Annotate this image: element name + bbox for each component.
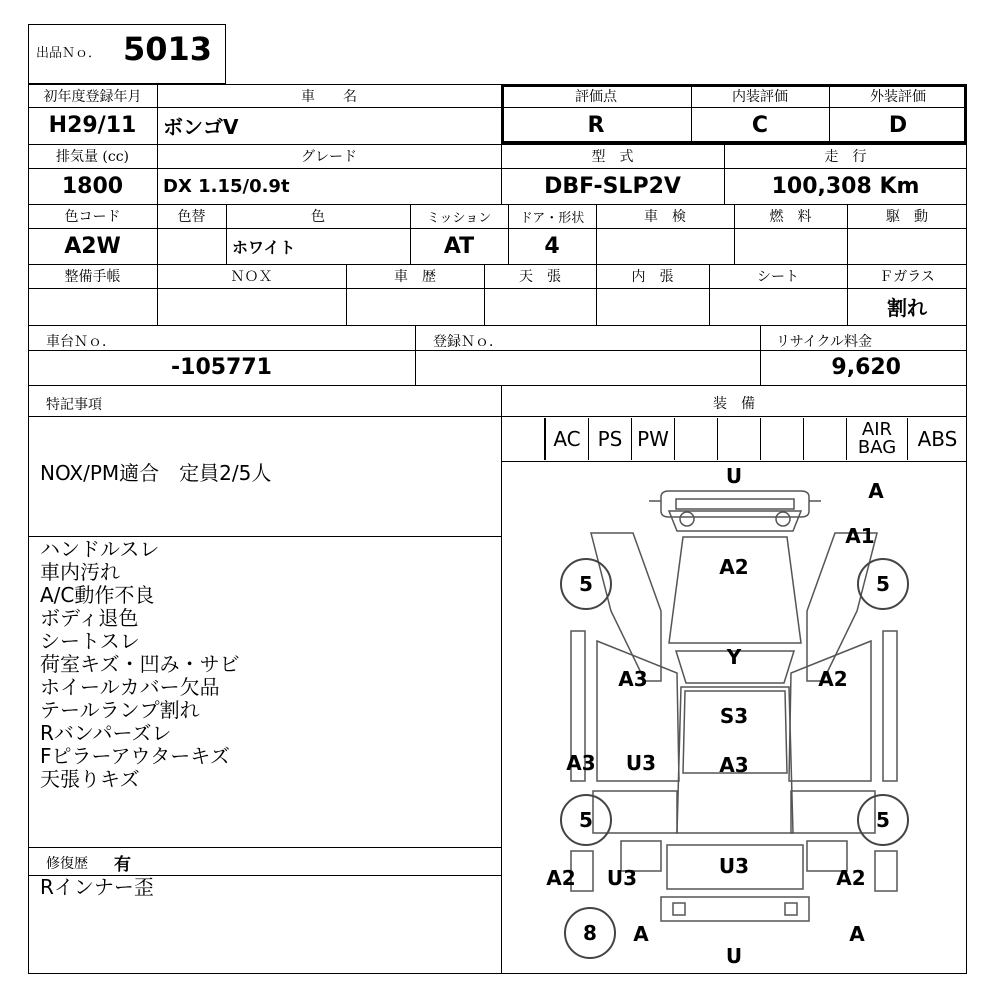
fuel-label: 燃 料 — [769, 209, 812, 225]
car-name-value: ボンゴV — [163, 115, 239, 139]
damage-mark: A2 — [818, 667, 848, 691]
list-item: 荷室キズ・凹み・サビ — [40, 652, 240, 676]
repair-detail: Rインナー歪 — [40, 875, 154, 899]
damage-mark: U — [725, 464, 743, 488]
damage-mark: U3 — [606, 866, 638, 890]
car-name-label: 車 名 — [301, 88, 357, 105]
tire-front-left: 5 — [560, 558, 612, 610]
equipment-ps: PS — [588, 418, 631, 460]
grade-label: グレード — [301, 149, 357, 165]
maintenance-label: 整備手帳 — [64, 269, 121, 285]
damage-mark: U3 — [718, 854, 750, 878]
chassis-value: -105771 — [171, 355, 272, 380]
color-value: ホワイト — [232, 237, 296, 257]
model-value: DBF-SLP2V — [544, 173, 681, 199]
color-code-label: 色コード — [64, 209, 121, 225]
damage-mark: A3 — [719, 753, 749, 777]
model-label: 型 式 — [591, 149, 634, 165]
damage-mark: A2 — [719, 555, 749, 579]
repair-value: 有 — [114, 855, 131, 875]
notes-label: 特記事項 — [46, 397, 102, 413]
list-item: Rバンパーズレ — [40, 721, 172, 745]
door-value: 4 — [544, 233, 560, 259]
door-label: ドア・形状 — [519, 210, 585, 226]
displacement-label: 排気量 (cc) — [55, 149, 130, 165]
damage-mark: U — [725, 944, 743, 968]
mission-value: AT — [443, 233, 475, 259]
nox-label: ＮＯＸ — [230, 269, 273, 285]
glass-label: Ｆガラス — [879, 269, 935, 285]
interior-label: 内装評価 — [732, 88, 788, 105]
sunroof-label: 天 張 — [519, 269, 561, 285]
inspection-label: 車 検 — [644, 209, 686, 225]
exterior-value: D — [888, 113, 908, 138]
displacement-value: 1800 — [61, 173, 124, 199]
damage-mark: S3 — [719, 704, 749, 728]
list-item: 車内汚れ — [40, 560, 120, 584]
damage-mark: U3 — [625, 751, 657, 775]
list-item: シートスレ — [40, 629, 140, 653]
exterior-label: 外装評価 — [870, 88, 926, 105]
equipment-ac: AC — [545, 418, 588, 460]
damage-mark: A — [633, 922, 649, 946]
mileage-value: 100,308 Km — [771, 173, 920, 199]
damage-mark: A3 — [566, 751, 596, 775]
equipment-airbag: AIR BAG — [846, 418, 907, 460]
tire-rear-left: 5 — [560, 794, 612, 846]
recycle-value: 9,620 — [831, 355, 901, 380]
glass-value: 割れ — [887, 296, 927, 320]
repaint-label: 色替 — [177, 209, 206, 225]
score-value: R — [587, 113, 605, 138]
color-code-value: A2W — [64, 233, 121, 259]
repair-label: 修復歴 — [46, 856, 88, 872]
notes-summary: NOX/PM適合 定員2/5人 — [40, 461, 272, 485]
lot-label: 出品Ｎｏ． — [36, 46, 102, 61]
equipment-pw: PW — [631, 418, 674, 460]
reg-year-label: 初年度登録年月 — [43, 88, 142, 105]
interior-value: C — [751, 113, 769, 138]
damage-mark: A — [868, 479, 884, 503]
tire-spare: 8 — [564, 907, 616, 959]
list-item: テールランプ割れ — [40, 698, 200, 722]
list-item: ハンドルスレ — [40, 537, 160, 561]
mileage-label: 走 行 — [824, 149, 867, 165]
drive-label: 駆 動 — [886, 209, 928, 225]
lot-number: 5013 — [123, 30, 213, 68]
registration-label: 登録Ｎｏ． — [433, 334, 503, 350]
equipment-abs: ABS — [907, 418, 967, 460]
recycle-label: リサイクル料金 — [776, 334, 873, 350]
damage-mark: A2 — [836, 866, 866, 890]
tire-front-right: 5 — [857, 558, 909, 610]
color-label: 色 — [311, 209, 325, 225]
damage-mark: A2 — [546, 866, 576, 890]
lining-label: 内 張 — [631, 269, 674, 285]
history-label: 車 歴 — [394, 269, 436, 285]
list-item: Fピラーアウターキズ — [40, 744, 230, 768]
list-item: A/C動作不良 — [40, 583, 155, 607]
notes-list — [40, 538, 240, 791]
damage-mark: A1 — [845, 524, 875, 548]
mission-label: ミッション — [426, 210, 492, 226]
seat-label: シート — [757, 269, 799, 285]
damage-mark: Y — [726, 645, 742, 669]
equipment-label: 装 備 — [713, 396, 755, 412]
list-item: 天張りキズ — [40, 767, 140, 791]
damage-mark: A3 — [618, 667, 648, 691]
chassis-label: 車台Ｎｏ． — [46, 334, 116, 350]
list-item: ボディ退色 — [40, 606, 139, 630]
score-label: 評価点 — [575, 88, 617, 105]
damage-mark: A — [849, 922, 865, 946]
list-item: ホイールカバー欠品 — [40, 675, 220, 699]
tire-rear-right: 5 — [857, 794, 909, 846]
reg-year-value: H29/11 — [48, 113, 137, 138]
grade-value: DX 1.15/0.9t — [163, 175, 290, 197]
